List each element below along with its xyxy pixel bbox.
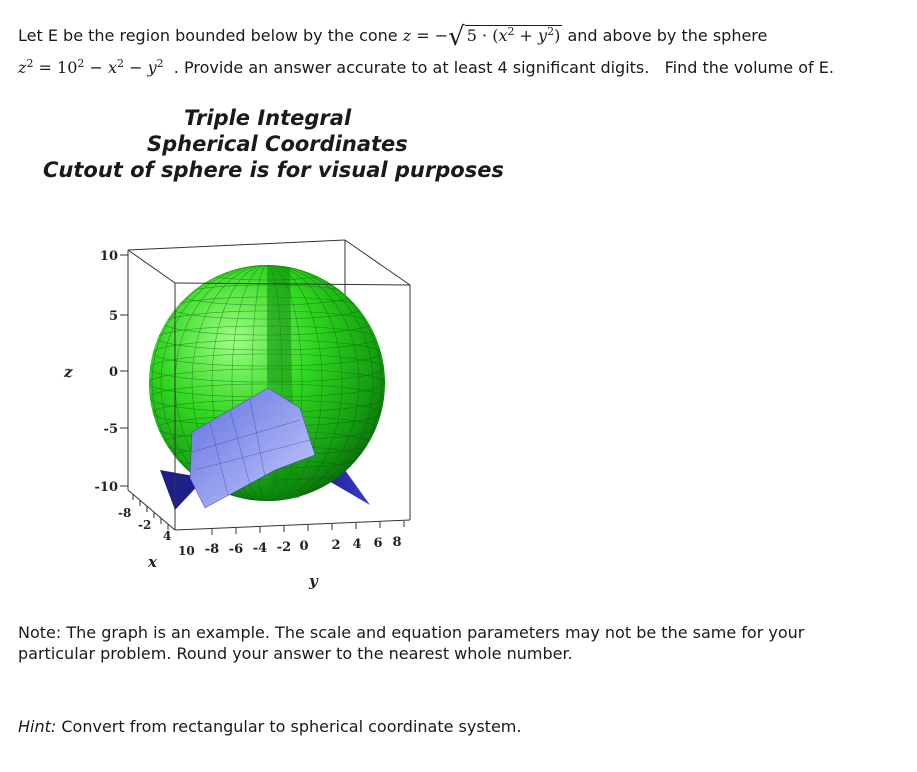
- y-tick-label: 0: [299, 539, 309, 554]
- note-line-1: Note: The graph is an example. The scale and equation parameters may not be the same for your: [18, 623, 805, 642]
- z-tick-label: -5: [103, 422, 118, 437]
- x-tick-label: -8: [118, 506, 132, 520]
- y-tick-label: 6: [373, 536, 383, 551]
- z-tick-label: 5: [108, 309, 118, 324]
- y-tick-label: -2: [276, 540, 292, 555]
- cone-coefficient: 5: [466, 26, 477, 45]
- x-tick-label: 10: [178, 544, 195, 558]
- x-axis-label: x: [148, 553, 157, 571]
- x-tick-label: 4: [163, 529, 172, 543]
- figure-title-line-2: Spherical Coordinates: [147, 132, 408, 156]
- accuracy-instruction: . Provide an answer accurate to at least 4 significant digits.: [173, 58, 650, 77]
- hint-text: Convert from rectangular to spherical coordinate system.: [56, 717, 522, 736]
- hint: [18, 717, 521, 736]
- sphere-equation: $z^2 = 10^2 - x^2 - y^2$: [18, 57, 164, 77]
- z-axis-ticks: [120, 255, 128, 486]
- z-tick-label: 0: [108, 365, 118, 380]
- y-tick-label: 8: [392, 535, 402, 550]
- hint-label: Hint:: [18, 717, 57, 736]
- cone-equation: z = −√ $5 \cdot (x^2 + y^2)$: [402, 22, 561, 52]
- y-tick-label: 4: [352, 537, 362, 552]
- x-tick-label: -2: [138, 518, 152, 532]
- figure-title-line-1: Triple Integral: [184, 106, 352, 130]
- y-axis-ticks: [212, 521, 404, 535]
- note-line-2: particular problem. Round your answer to the nearest whole number.: [18, 644, 573, 663]
- y-tick-label: -8: [204, 542, 220, 557]
- volume-question: Find the volume of E.: [664, 58, 834, 77]
- z-tick-label: 10: [99, 249, 118, 264]
- problem-intro-text: Let E be the region bounded below by the cone: [18, 26, 398, 45]
- y-tick-label: -6: [228, 542, 244, 557]
- y-axis-label: y: [309, 572, 318, 590]
- figure-title-line-3: Cutout of sphere is for visual purposes: [43, 158, 504, 182]
- y-tick-label: -4: [252, 541, 268, 556]
- sphere-radius: 10: [57, 58, 78, 77]
- y-tick-label: 2: [331, 538, 341, 553]
- z-tick-label: -10: [94, 480, 118, 495]
- problem-intro-end: and above by the sphere: [567, 26, 768, 45]
- z-axis-label: z: [64, 363, 73, 381]
